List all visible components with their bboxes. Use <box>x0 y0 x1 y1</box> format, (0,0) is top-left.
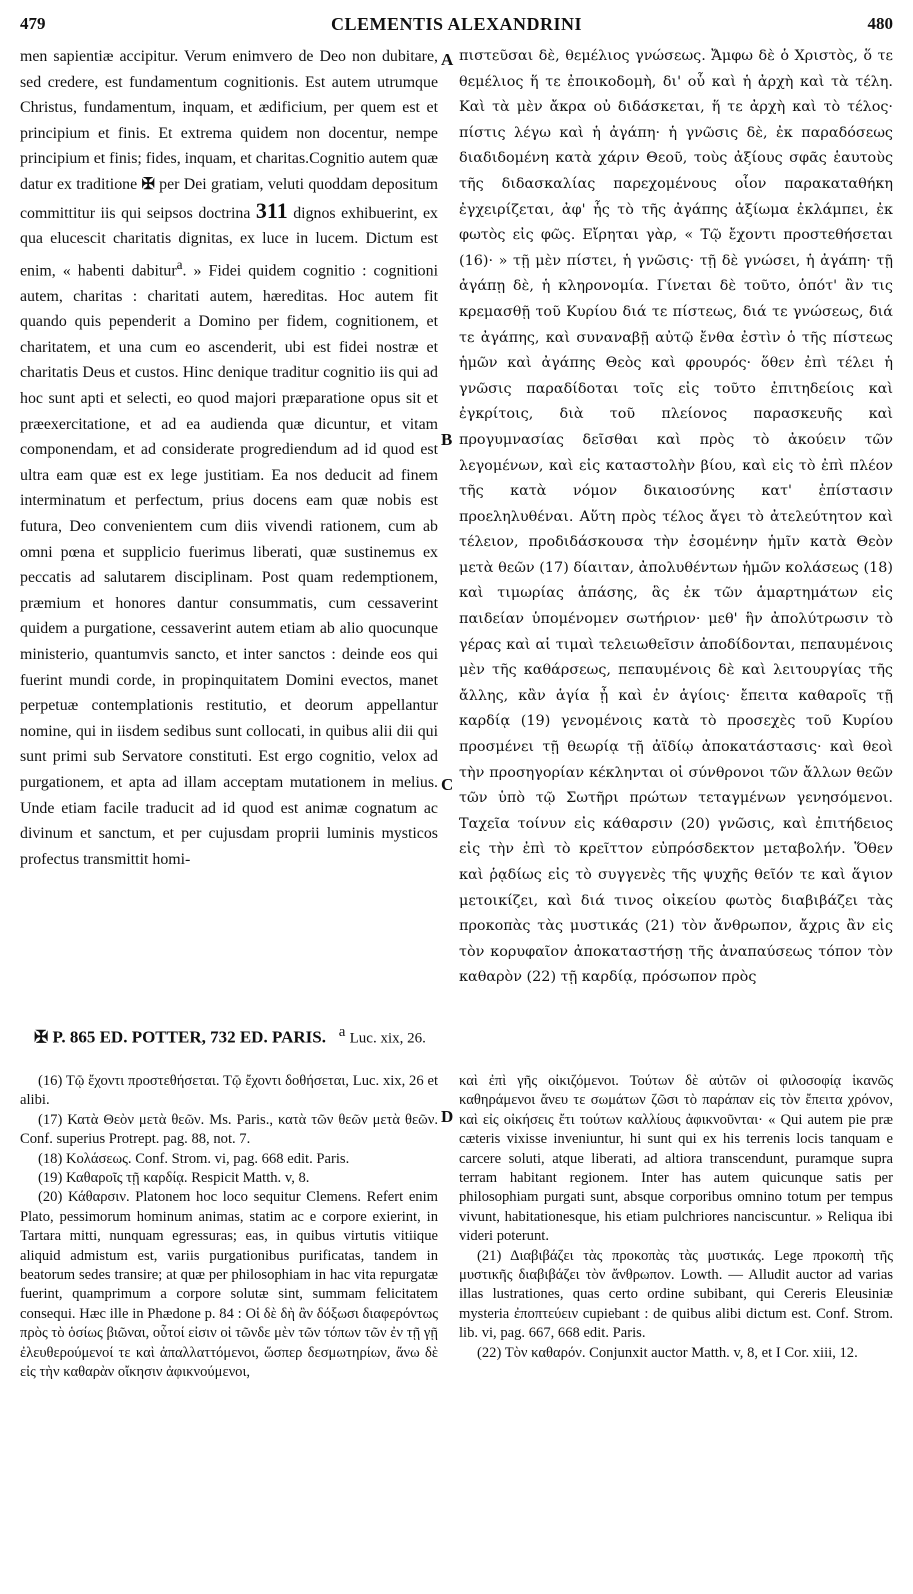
running-title: CLEMENTIS ALEXANDRINI <box>330 14 583 34</box>
section-marker-b: B <box>441 430 453 449</box>
latin-column <box>20 44 438 1019</box>
left-page-number: 479 <box>20 14 46 33</box>
column-number: 311 <box>255 197 288 223</box>
footnote-16: (16) Τῷ ἔχοντι προστεθήσεται. Τῷ ἔχοντι δοθήσεται, Luc. xix, 26 et alibi. <box>20 1073 438 1109</box>
footnote-21: (21) Διαβιβάζει τὰς προκοπὰς τὰς μυστικάς. Lege προκοπὴ τῆς μυστικῆς διαβιβάζει τὸν ἄνθρωπον. Lowth. — Alludit auctor ad varias illas lustrationes, quas certo ordine subibant, qui Cereris Eleusiniæ mysteria ἐποπτεύειν cupiebant : de quibus alibi dictum est. Conf. Strom. lib. vi, pag. 667, 668 edit. Paris. <box>459 1247 893 1342</box>
greek-column <box>459 44 893 1019</box>
section-marker-d: D <box>441 1107 454 1126</box>
footnote-17: (17) Κατὰ Θεὸν μετὰ θεῶν. Ms. Paris., κατὰ τῶν θεῶν μετὰ θεῶν. Conf. superius Protrept. pag. 88, not. 7. <box>20 1111 438 1148</box>
footnote-22: (22) Τὸν καθαρόν. Conjunxit auctor Matth. v, 8, et I Cor. xiii, 12. <box>477 1344 858 1361</box>
latin-paragraph <box>20 44 438 872</box>
potter-cross-icon: ✠ <box>34 1027 49 1047</box>
note-a-mark: a <box>338 1024 346 1040</box>
latin-text-4: . » Fidei quidem cognitio : cognitioni autem, charitas : charitati autem, hæreditas. Hoc autem fit quando quis pependerit a Domino per fidem, cognitionem, et charitatem, et una cum eo ascenderit, ubi est fidei nostræ et charitatis Deus et custos. Hinc denique traditur cognitio iis qui ad hoc sunt apti et selecti, eo quod majori præparatione opus sit et præexercitatione, et ad ea audienda quæ dicuntur, et vitam componendam, et ad considerate progrediendum ad id quod est ultra eam quæ est ex lege justitiam. Ea nos deducit ad finem interminatum et perfectum, prius docens eam quæ nobis est futura, Deo convenientem cum diis vivendi rationem, cum ab omni pœna et supplicio fuerimus liberati, quæ sustinemus ex peccatis ad salutarem disciplinam. Post quam redemptionem, præmium et honores dantur consummatis, cum cessaverint quidem a purgatione, cessaverint autem etiam ab alio quocunque ministerio, quantumvis sancto, et inter sanctos : deinde eos qui fuerint mundi corde, in propinquitatem Domini evectos, manet perpetuæ contemplationis restitutio, et deorum appellantur nomine, qui in iisdem sedibus sunt collocati, in quibus alii dii qui sunt primi sub Servatore constituti. Est ergo cognitio, velox ad purgationem, et apta ad illam acceptam mutationem in melius. Unde etiam facile traducit ad id quod est animæ cognatum ac divinum et sanctum, et per cujusdam proprii luminis mysticos profectus transmittit homi- <box>20 262 438 868</box>
footnotes-left-column <box>20 1072 438 1582</box>
latin-text-2: per Dei gratiam, veluti quoddam depositum committitur iis qui seipsos doctrina <box>20 175 438 222</box>
page-header <box>20 14 893 40</box>
footnote-20: (20) Κάθαρσιν. Platonem hoc loco sequitur Clemens. Refert enim Plato, pessimorum hominum animas, statim ac e corpore exierint, in Tartara mitti, nunquam egressuras; eas, in quibus virtutis vitiique aliquid admistum est, variis purgationibus purificatas, tandem in beatorum sedes transire; at quæ per philosophiam in hac vita repurgatæ fuerint, quamprimum a corpore solutæ sint, summam felicitatem consequi. Hæc ille in Phædone p. 84 : Οἱ δὲ δὴ ἂν δόξωσι διαφερόντως πρὸς τὸ ὁσίως βιῶναι, οὗτοί εἰσιν οἱ τῶνδε μὲν τῶν τόπων τῶν ἐν τῇ γῇ ἐλευθερούμενοί τε καὶ ἀπαλλαττόμενοι, ὥσπερ δεσμωτηρίων, ἄνω δὲ εἰς τὴν καθαρὰν οἴκησιν ἀφικνούμενοι, <box>20 1189 438 1381</box>
latin-text-3: dignos exhibuerint, ex qua elucescit charitatis dignitas, ex luce in lucem. Dictum est enim, « habenti dabitur <box>20 204 438 280</box>
edition-reference: P. 865 ED. POTTER, 732 ED. PARIS. <box>52 1027 326 1047</box>
footnotes-right-column <box>459 1072 893 1582</box>
latin-text-1: men sapientiæ accipitur. Verum enimvero de Deo non dubitare, sed credere, est fundamentum cognitionis. Est autem utrumque Christus, fundamentum, inquam, et ædificium, per quem est et principium et finis. Et extrema quidem non docentur, nempe principium et finis; fides, inquam, et charitas.Cognitio autem quæ datur ex traditione <box>20 48 438 193</box>
potter-cross-mark: ✠ <box>141 175 155 193</box>
section-marker-c: C <box>441 775 454 794</box>
note-a-text: Luc. xix, 26. <box>349 1030 426 1047</box>
footnote-19: (19) Καθαροῖς τῇ καρδίᾳ. Respicit Matth. v, 8. <box>38 1170 310 1187</box>
edition-reference-line <box>34 1024 894 1054</box>
footnote-20-continuation: καὶ ἐπὶ γῆς οἰκιζόμενοι. Τούτων δὲ αὐτῶν οἱ φιλοσοφίᾳ ἱκανῶς καθηράμενοι ἄνευ τε σωμάτων ζῶσι τὸ παράπαν εἰς τὸν ἔπειτα χρόνον, καὶ εἰς οἰκήσεις ἔτι τούτων καλλίους ἀφικνοῦνται· « Qui autem pie præ cæteris vixisse inveniuntur, hi sunt qui ex his terrenis locis tanquam e carcere soluti, atque liberati, ad altiora transcendunt, puramque supra terram habitant regionem. Inter has autem quicunque satis per philosophiam purgati sunt, absque corporibus omnino totum per tempus vivunt, habitationesque, his etiam pulchriores nanciscuntur. » Reliqua ibi videri poterunt. <box>459 1073 893 1245</box>
right-page-number: 480 <box>867 14 893 33</box>
note-marker-a: a <box>176 256 183 272</box>
section-marker-a: A <box>441 50 454 69</box>
footnote-18: (18) Κολάσεως. Conf. Strom. vi, pag. 668 edit. Paris. <box>38 1150 350 1167</box>
greek-paragraph: πιστεῦσαι δὲ, θεμέλιος γνώσεως. Ἄμφω δὲ ὁ Χριστὸς, ὅ τε θεμέλιος ἥ τε ἐποικοδομὴ, δι' οὗ καὶ ἡ ἀρχὴ καὶ τὰ τέλη. Καὶ τὰ μὲν ἄκρα οὐ διδάσκεται, ἥ τε ἀρχὴ καὶ τὸ τέλος· πίστις λέγω καὶ ἡ ἀγάπη· ἡ γνῶσις δὲ, ἐκ παραδόσεως διαδιδομένη κατὰ χάριν Θεοῦ, τοὺς ἀξίους σφᾶς ἑαυτοὺς τῆς διδασκαλίας παρεχομένους οἷον παρακαταθήκη ἐγχειρίζεται, ἀφ' ἧς τὸ τῆς ἀγάπης ἀξίωμα ἐκλάμπει, ἐκ φωτὸς εἰς φῶς. Εἴρηται γὰρ, « Τῷ ἔχοντι προστεθήσεται (16)· » τῇ μὲν πίστει, ἡ γνῶσις· τῇ δὲ γνώσει, ἡ ἀγάπη· τῇ ἀγάπῃ δὲ, ἡ κληρονομία. Γίνεται δὲ τοῦτο, ὁπότ' ἂν τις κρεμασθῇ τοῦ Κυρίου διά τε πίστεως, διά τε γνώσεως, διά τε ἀγάπης, καὶ συναναβῇ αὐτῷ ἔνθα ἐστὶν ὁ τῆς πίστεως ἡμῶν καὶ ἀγάπης Θεὸς καὶ φρουρός· ὅθεν ἐπὶ τέλει ἡ γνῶσις παραδίδοται τοῖς εἰς τοῦτο ἐπιτηδείοις καὶ ἐγκρίτοις, διὰ τοῦ πλείονος παρασκευῆς καὶ προγυμνασίας δεῖσθαι καὶ πρὸς τὸ ἀκούειν τῶν λεγομένων, καὶ εἰς καταστολὴν βίου, καὶ εἰς τὸ ἐπὶ πλέον τῆς κατὰ νόμον δικαιοσύνης κατ' ἐπίστασιν προεληλυθέναι. Αὕτη πρὸς τέλος ἄγει τὸ ἀτελεύτητον καὶ τέλειον, προδιδάσκουσα τὴν ἐσομένην ἡμῖν κατὰ Θεὸν μετὰ θεῶν (17) δίαιταν, ἀπολυθέντων ἡμῶν κολάσεως (18) καὶ τιμωρίας ἁπάσης, ἃς ἐκ τῶν ἁμαρτημάτων εἰς παιδείαν ὑπομένομεν σωτήριον· μεθ' ἣν ἀπολύτρωσιν τὸ γέρας καὶ αἱ τιμαὶ τελειωθεῖσιν ἀποδίδονται, πεπαυμένοις μὲν τῆς καθάρσεως, πεπαυμένοις δὲ καὶ λειτουργίας τῆς ἄλλης, κἂν ἁγία ᾖ καὶ ἐν ἁγίοις· ἔπειτα καθαροῖς τῇ καρδίᾳ (19) γενομένοις κατὰ τὸ προσεχὲς τοῦ Κυρίου προσμένει τῇ θεωρίᾳ τῇ ἀϊδίῳ ἀποκατάστασις· καὶ θεοὶ τὴν προσηγορίαν κέκληνται οἱ σύνθρονοι τῶν ἄλλων θεῶν τῶν ὑπὸ τῷ Σωτῆρι πρώτων τεταγμένων γενησόμενοι. Ταχεῖα τοίνυν εἰς κάθαρσιν (20) γνῶσις, καὶ ἐπιτήδειος εἰς τὴν ἐπὶ τὸ κρεῖττον εὐπρόσδεκτον μεταβολήν. Ὅθεν καὶ ῥᾳδίως εἰς τὸ συγγενὲς τῆς ψυχῆς θεῖόν τε καὶ ἅγιον μετοικίζει, καὶ διά τινος οἰκείου φωτὸς διαβιβάζει τὰς προκοπὰς τὰς μυστικάς (21) τὸν ἄνθρωπον, ἄχρις ἂν εἰς τὸν κορυφαῖον ἀποκαταστήσῃ τῆς ἀναπαύσεως τόπον τὸν καθαρὸν (22) τῇ καρδίᾳ, πρόσωπον πρὸς <box>459 48 893 986</box>
